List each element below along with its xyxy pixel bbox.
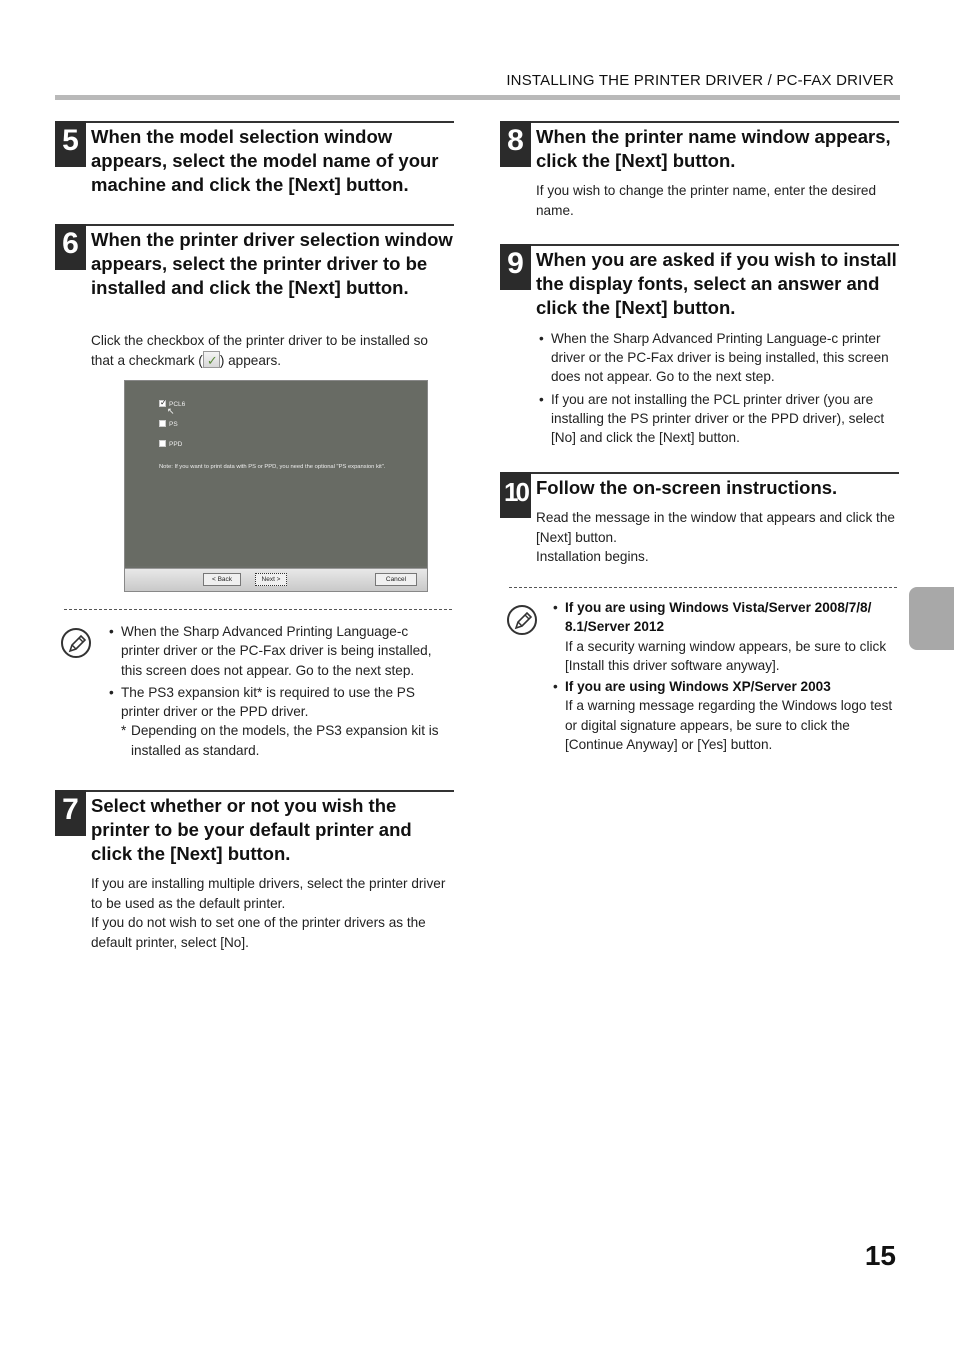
body-text-start: Click the checkbox of the printer driver to be installed so that a checkmark ( — [91, 333, 428, 368]
step-body — [536, 508, 899, 567]
step-bullets — [536, 329, 899, 450]
step-bullet: • If you are not installing the PCL printer driver (you are installing the PS printer driver or the PPD driver), select [No] and click the [Next] button. — [536, 390, 899, 448]
step-8 — [500, 121, 899, 226]
cancel-button: Cancel — [375, 573, 417, 586]
note-footnote: * Depending on the models, the PS3 expansion kit is installed as standard. — [106, 721, 450, 760]
body-paragraph: If you are installing multiple drivers, select the printer driver to be used as the default printer. — [91, 876, 446, 911]
note-right — [550, 598, 898, 757]
step-title: Follow the on-screen instructions. — [536, 477, 838, 498]
note-divider — [64, 609, 452, 610]
header-rule — [55, 95, 900, 100]
step-rule — [55, 790, 454, 792]
body-paragraph: If you do not wish to set one of the printer drivers as the default printer, select [No]. — [91, 915, 426, 950]
note-bullet: • The PS3 expansion kit* is required to use the PS printer driver or the PPD driver. — [106, 683, 450, 722]
option-ppd: PPD — [159, 440, 182, 448]
note-pencil-icon — [61, 628, 91, 658]
screenshot-note: Note: If you want to print data with PS or PPD, you need the optional "PS expansion kit". — [159, 464, 386, 470]
note-item — [550, 677, 898, 754]
step-6 — [55, 224, 454, 374]
checkbox-icon — [159, 420, 166, 427]
step-title: Select whether or not you wish the printer to be your default printer and click the [Next] button. — [91, 795, 412, 864]
body-paragraph: Installation begins. — [536, 549, 649, 564]
step-number: 6 — [55, 224, 86, 270]
note-pencil-icon — [507, 605, 537, 635]
step-7 — [55, 790, 454, 960]
step-number: 7 — [55, 790, 86, 836]
step-title: When the model selection window appears, select the model name of your machine and click the [Next] button. — [91, 126, 439, 195]
note-item — [550, 598, 898, 675]
screenshot-content — [125, 381, 427, 566]
driver-selection-screenshot — [124, 380, 428, 592]
step-number: 9 — [500, 244, 531, 290]
chapter-tab — [909, 587, 954, 650]
body-text-end: ) appears. — [219, 352, 282, 368]
step-bullet: • When the Sharp Advanced Printing Language-c printer driver or the PC-Fax driver is being installed, this screen does not appear. Go to the next step. — [536, 329, 899, 387]
step-5 — [55, 121, 454, 211]
step-number: 5 — [55, 121, 86, 167]
step-title: When the printer name window appears, click the [Next] button. — [536, 126, 891, 171]
step-body — [91, 874, 454, 952]
step-rule — [500, 244, 899, 246]
page-header-title: INSTALLING THE PRINTER DRIVER / PC-FAX DRIVER — [506, 72, 894, 89]
note-heading: • If you are using Windows XP/Server 2003 — [565, 679, 831, 695]
step-rule — [55, 121, 454, 123]
step-title: When the printer driver selection window appears, select the printer driver to be installed and click the [Next] button. — [91, 229, 453, 298]
note-bullet: • When the Sharp Advanced Printing Language-c printer driver or the PC-Fax driver is being installed, this screen does not appear. Go to the next step. — [106, 622, 450, 680]
step-rule — [500, 472, 899, 474]
note-heading: • If you are using Windows Vista/Server 2008/7/8/ 8.1/Server 2012 — [565, 600, 872, 635]
step-number: 10 — [500, 472, 531, 518]
mouse-cursor-icon: ↖ — [167, 406, 175, 416]
note-text: If a warning message regarding the Windows logo test or digital signature appears, be sure to click the [Continue Anyway] or [Yes] button. — [565, 698, 893, 753]
body-paragraph: Read the message in the window that appears and click the [Next] button. — [536, 510, 895, 545]
option-ps: PS — [159, 420, 178, 428]
back-button: < Back — [203, 573, 241, 586]
note-left — [106, 622, 450, 763]
step-9 — [500, 244, 899, 454]
step-10 — [500, 472, 899, 572]
option-pcl6: ✓PCL6 — [159, 400, 185, 408]
screenshot-button-bar — [125, 568, 427, 591]
step-number: 8 — [500, 121, 531, 167]
step-body: If you wish to change the printer name, enter the desired name. — [536, 183, 877, 218]
checkmark-icon — [203, 351, 220, 368]
page-number: 15 — [864, 1240, 896, 1271]
note-divider — [509, 587, 897, 588]
step-rule — [500, 121, 899, 123]
checkbox-icon — [159, 440, 166, 447]
step-body — [91, 331, 454, 370]
step-title: When you are asked if you wish to install the display fonts, select an answer and click the [Next] button. — [536, 249, 897, 318]
note-text: If a security warning window appears, be sure to click [Install this driver software anyway]. — [565, 638, 887, 673]
next-button: Next > — [255, 573, 287, 586]
checkbox-checked-icon — [159, 400, 166, 407]
step-rule — [55, 224, 454, 226]
